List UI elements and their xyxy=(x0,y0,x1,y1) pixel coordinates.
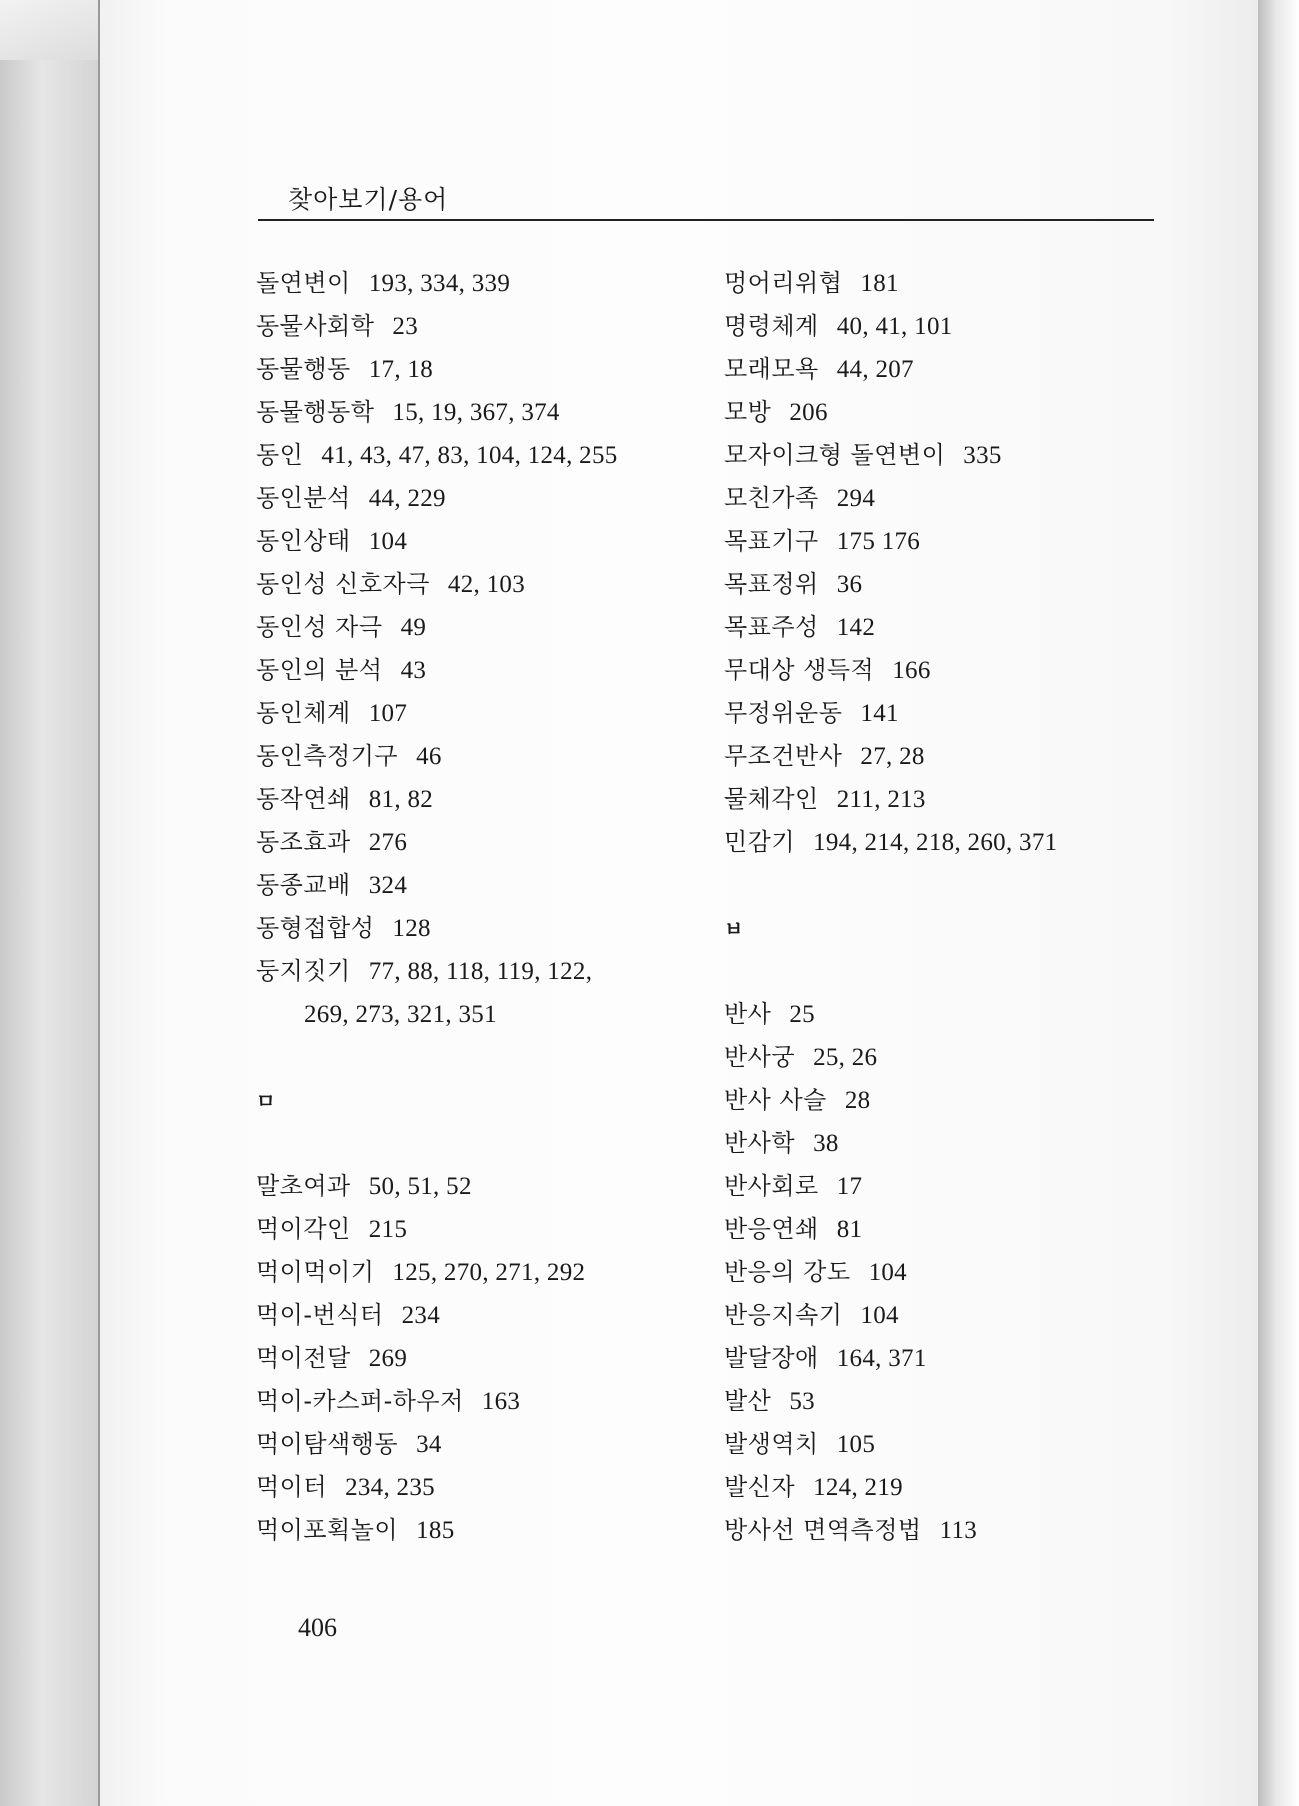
index-entry-term: 돌연변이 xyxy=(256,269,351,297)
index-entry-pages: 38 xyxy=(813,1130,839,1157)
index-entry-term: 동물사회학 xyxy=(256,312,375,340)
index-entry-term: 반사회로 xyxy=(724,1172,819,1200)
index-entry xyxy=(724,1165,1164,1208)
index-entry xyxy=(256,1165,696,1208)
index-entry-term: 먹이-번식터 xyxy=(256,1301,384,1329)
index-entry xyxy=(724,692,1164,735)
index-entry xyxy=(256,692,696,735)
index-entry xyxy=(256,1208,696,1251)
index-entry xyxy=(724,1466,1164,1509)
index-entry-term: 반사학 xyxy=(724,1129,796,1157)
index-entry-pages: 193, 334, 339 xyxy=(368,270,511,297)
index-entry xyxy=(256,1423,696,1466)
index-entry-pages: 36 xyxy=(836,571,863,598)
index-entry xyxy=(724,778,1164,821)
index-entry-term: 동인상태 xyxy=(256,527,351,555)
book-spine xyxy=(0,0,104,1806)
index-entry-term: 동작연쇄 xyxy=(256,785,351,813)
index-entry-pages: 17 xyxy=(836,1173,863,1200)
section-letter-label: ㅂ xyxy=(724,917,744,941)
index-entry-continuation xyxy=(256,993,696,1036)
index-entry-term: 동형접합성 xyxy=(256,914,375,942)
index-entry-term: 멍어리위협 xyxy=(724,269,843,297)
index-entry xyxy=(256,950,696,993)
index-entry-term: 먹이-카스퍼-하우저 xyxy=(256,1387,464,1415)
index-entry xyxy=(724,1337,1164,1380)
index-entry-pages: 17, 18 xyxy=(368,356,434,383)
index-entry-pages: 215 xyxy=(368,1216,408,1243)
section-spacer xyxy=(256,1122,696,1165)
index-column-right xyxy=(724,262,1164,1552)
index-entry-term: 물체각인 xyxy=(724,785,819,813)
index-entry-term: 명령체계 xyxy=(724,312,819,340)
index-entry-pages: 185 xyxy=(416,1517,455,1544)
index-entry xyxy=(724,1423,1164,1466)
index-entry xyxy=(256,305,696,348)
index-entry-term: 모래모욕 xyxy=(724,355,819,383)
index-entry-pages: 113 xyxy=(939,1517,978,1544)
index-section-letter xyxy=(256,1079,696,1122)
index-entry-pages: 46 xyxy=(416,743,442,770)
index-entry-term: 반사 xyxy=(724,1000,772,1028)
index-entry-term: 발생역치 xyxy=(724,1430,819,1458)
index-entry xyxy=(724,434,1164,477)
index-entry-term: 모자이크형 돌연변이 xyxy=(724,441,946,469)
index-column-left xyxy=(256,262,696,1552)
section-spacer xyxy=(724,864,1164,907)
index-entry-pages: 294 xyxy=(836,485,876,512)
index-entry-term: 목표기구 xyxy=(724,527,819,555)
index-entry xyxy=(724,1380,1164,1423)
index-entry-pages: 194, 214, 218, 260, 371 xyxy=(813,829,1058,856)
index-entry-term: 모친가족 xyxy=(724,484,819,512)
index-entry xyxy=(724,821,1164,864)
index-entry xyxy=(724,1079,1164,1122)
index-entry-term: 먹이터 xyxy=(256,1473,328,1501)
index-entry-pages: 105 xyxy=(836,1431,876,1458)
index-entry-pages: 81, 82 xyxy=(368,786,434,813)
index-entry-term: 목표정위 xyxy=(724,570,819,598)
page-number: 406 xyxy=(298,1613,337,1642)
index-entry-pages: 324 xyxy=(368,872,408,899)
index-entry-pages: 128 xyxy=(392,915,431,942)
index-entry xyxy=(724,391,1164,434)
index-entry-term: 방사선 면역측정법 xyxy=(724,1516,922,1544)
index-entry xyxy=(256,1466,696,1509)
index-entry-pages: 142 xyxy=(836,614,876,641)
index-section-letter xyxy=(724,907,1164,950)
index-entry xyxy=(724,1251,1164,1294)
index-entry-pages: 28 xyxy=(844,1087,871,1114)
index-entry-term: 민감기 xyxy=(724,828,796,856)
index-entry-pages: 206 xyxy=(789,399,828,426)
index-entry-term: 발달장애 xyxy=(724,1344,819,1372)
index-entry xyxy=(256,778,696,821)
index-entry xyxy=(256,735,696,778)
index-entry xyxy=(256,1337,696,1380)
index-entry-pages: 41, 43, 47, 83, 104, 124, 255 xyxy=(321,442,618,469)
index-entry-pages: 124, 219 xyxy=(813,1474,903,1501)
index-entry xyxy=(724,735,1164,778)
index-entry-pages: 175 176 xyxy=(836,528,921,555)
index-entry-pages: 25, 26 xyxy=(813,1044,878,1071)
index-entry-term: 목표주성 xyxy=(724,613,819,641)
index-entry-term: 동물행동 xyxy=(256,355,351,383)
index-entry xyxy=(724,305,1164,348)
index-entry xyxy=(256,649,696,692)
index-entry-pages: 166 xyxy=(892,657,931,684)
index-entry-term: 동인체계 xyxy=(256,699,351,727)
index-entry-term: 말초여과 xyxy=(256,1172,351,1200)
index-entry-pages: 141 xyxy=(860,700,899,727)
index-entry xyxy=(256,821,696,864)
index-entry-term: 반응의 강도 xyxy=(724,1258,851,1286)
index-entry xyxy=(724,348,1164,391)
index-entry xyxy=(724,606,1164,649)
index-entry-term: 동종교배 xyxy=(256,871,351,899)
index-entry xyxy=(256,1380,696,1423)
index-entry xyxy=(256,563,696,606)
header-rule xyxy=(258,219,1154,221)
index-entry-pages: 335 xyxy=(963,442,1002,469)
index-entry-pages: 34 xyxy=(416,1431,442,1458)
index-entry-term: 모방 xyxy=(724,398,772,426)
index-entry-pages: 107 xyxy=(368,700,408,727)
index-entry xyxy=(256,434,696,477)
index-entry xyxy=(724,1036,1164,1079)
index-entry xyxy=(724,1509,1164,1552)
section-letter-label: ㅁ xyxy=(256,1089,276,1113)
index-entry-term: 발신자 xyxy=(724,1473,796,1501)
index-entry-term: 반응지속기 xyxy=(724,1301,843,1329)
index-entry xyxy=(256,1294,696,1337)
index-entry xyxy=(724,993,1164,1036)
index-entry-pages: 81 xyxy=(836,1216,863,1243)
index-entry-pages: 211, 213 xyxy=(836,786,926,813)
index-entry-term: 무조건반사 xyxy=(724,742,843,770)
index-entry xyxy=(256,606,696,649)
index-entry-term: 반응연쇄 xyxy=(724,1215,819,1243)
index-entry-pages: 49 xyxy=(400,614,427,641)
index-entry-pages: 77, 88, 118, 119, 122, xyxy=(368,958,593,985)
index-entry xyxy=(256,348,696,391)
running-head: 찾아보기/용어 xyxy=(288,185,449,214)
index-entry-pages: 23 xyxy=(392,313,419,340)
index-entry-term: 동인의 분석 xyxy=(256,656,383,684)
index-entry-term: 무정위운동 xyxy=(724,699,843,727)
index-entry-term: 동인성 신호자극 xyxy=(256,570,430,598)
section-spacer xyxy=(724,950,1164,993)
index-entry-term: 반사 사슬 xyxy=(724,1086,827,1114)
index-entry-term: 동조효과 xyxy=(256,828,351,856)
index-entry xyxy=(724,1208,1164,1251)
index-entry xyxy=(256,262,696,305)
index-entry-term: 먹이포획놀이 xyxy=(256,1516,399,1544)
index-entry-term: 먹이먹이기 xyxy=(256,1258,375,1286)
index-entry-pages: 234 xyxy=(401,1302,440,1329)
index-entry-term: 둥지짓기 xyxy=(256,957,351,985)
index-entry xyxy=(724,262,1164,305)
index-entry xyxy=(256,907,696,950)
index-entry-term: 동인 xyxy=(256,441,304,469)
index-entry-pages: 15, 19, 367, 374 xyxy=(392,399,560,426)
index-entry-term: 먹이전달 xyxy=(256,1344,351,1372)
index-entry xyxy=(256,1509,696,1552)
index-entry-pages: 50, 51, 52 xyxy=(368,1173,472,1200)
section-spacer xyxy=(256,1036,696,1079)
index-entry xyxy=(724,1294,1164,1337)
index-entry-pages: 43 xyxy=(400,657,427,684)
index-entry-pages: 104 xyxy=(860,1302,899,1329)
index-entry-term: 먹이각인 xyxy=(256,1215,351,1243)
index-entry-term: 반사궁 xyxy=(724,1043,796,1071)
index-entry-pages: 40, 41, 101 xyxy=(836,313,953,340)
index-entry-term: 동물행동학 xyxy=(256,398,375,426)
index-entry-pages: 163 xyxy=(481,1388,521,1415)
index-entry-pages: 44, 229 xyxy=(368,485,446,512)
index-entry xyxy=(256,520,696,563)
index-entry xyxy=(724,649,1164,692)
index-entry-term: 발산 xyxy=(724,1387,772,1415)
index-entry-term: 동인측정기구 xyxy=(256,742,399,770)
index-entry-pages: 53 xyxy=(789,1388,815,1415)
index-entry xyxy=(256,1251,696,1294)
index-entry-term: 동인성 자극 xyxy=(256,613,383,641)
index-entry-pages: 104 xyxy=(868,1259,907,1286)
page-edge-shadow xyxy=(1258,0,1299,1806)
index-entry xyxy=(724,1122,1164,1165)
index-entry-term: 먹이탐색행동 xyxy=(256,1430,399,1458)
index-entry xyxy=(724,520,1164,563)
index-entry-term: 동인분석 xyxy=(256,484,351,512)
index-entry-pages: 44, 207 xyxy=(836,356,914,383)
book-spine-top xyxy=(0,0,104,60)
index-entry xyxy=(256,477,696,520)
index-entry xyxy=(256,864,696,907)
index-entry-term: 무대상 생득적 xyxy=(724,656,875,684)
index-entry-pages: 42, 103 xyxy=(447,571,526,598)
index-entry-pages: 164, 371 xyxy=(836,1345,927,1372)
index-entry-pages: 276 xyxy=(368,829,408,856)
index-entry xyxy=(724,563,1164,606)
index-entry-pages: 181 xyxy=(860,270,899,297)
index-entry-pages: 27, 28 xyxy=(860,743,925,770)
index-entry xyxy=(256,391,696,434)
index-entry-pages: 125, 270, 271, 292 xyxy=(392,1259,586,1286)
index-entry xyxy=(724,477,1164,520)
index-entry-pages: 25 xyxy=(789,1001,815,1028)
index-entry-pages: 104 xyxy=(368,528,408,555)
index-entry-pages: 269 xyxy=(368,1345,408,1372)
index-entry-pages: 234, 235 xyxy=(345,1474,435,1501)
index-entry-pages: 269, 273, 321, 351 xyxy=(304,1001,497,1028)
